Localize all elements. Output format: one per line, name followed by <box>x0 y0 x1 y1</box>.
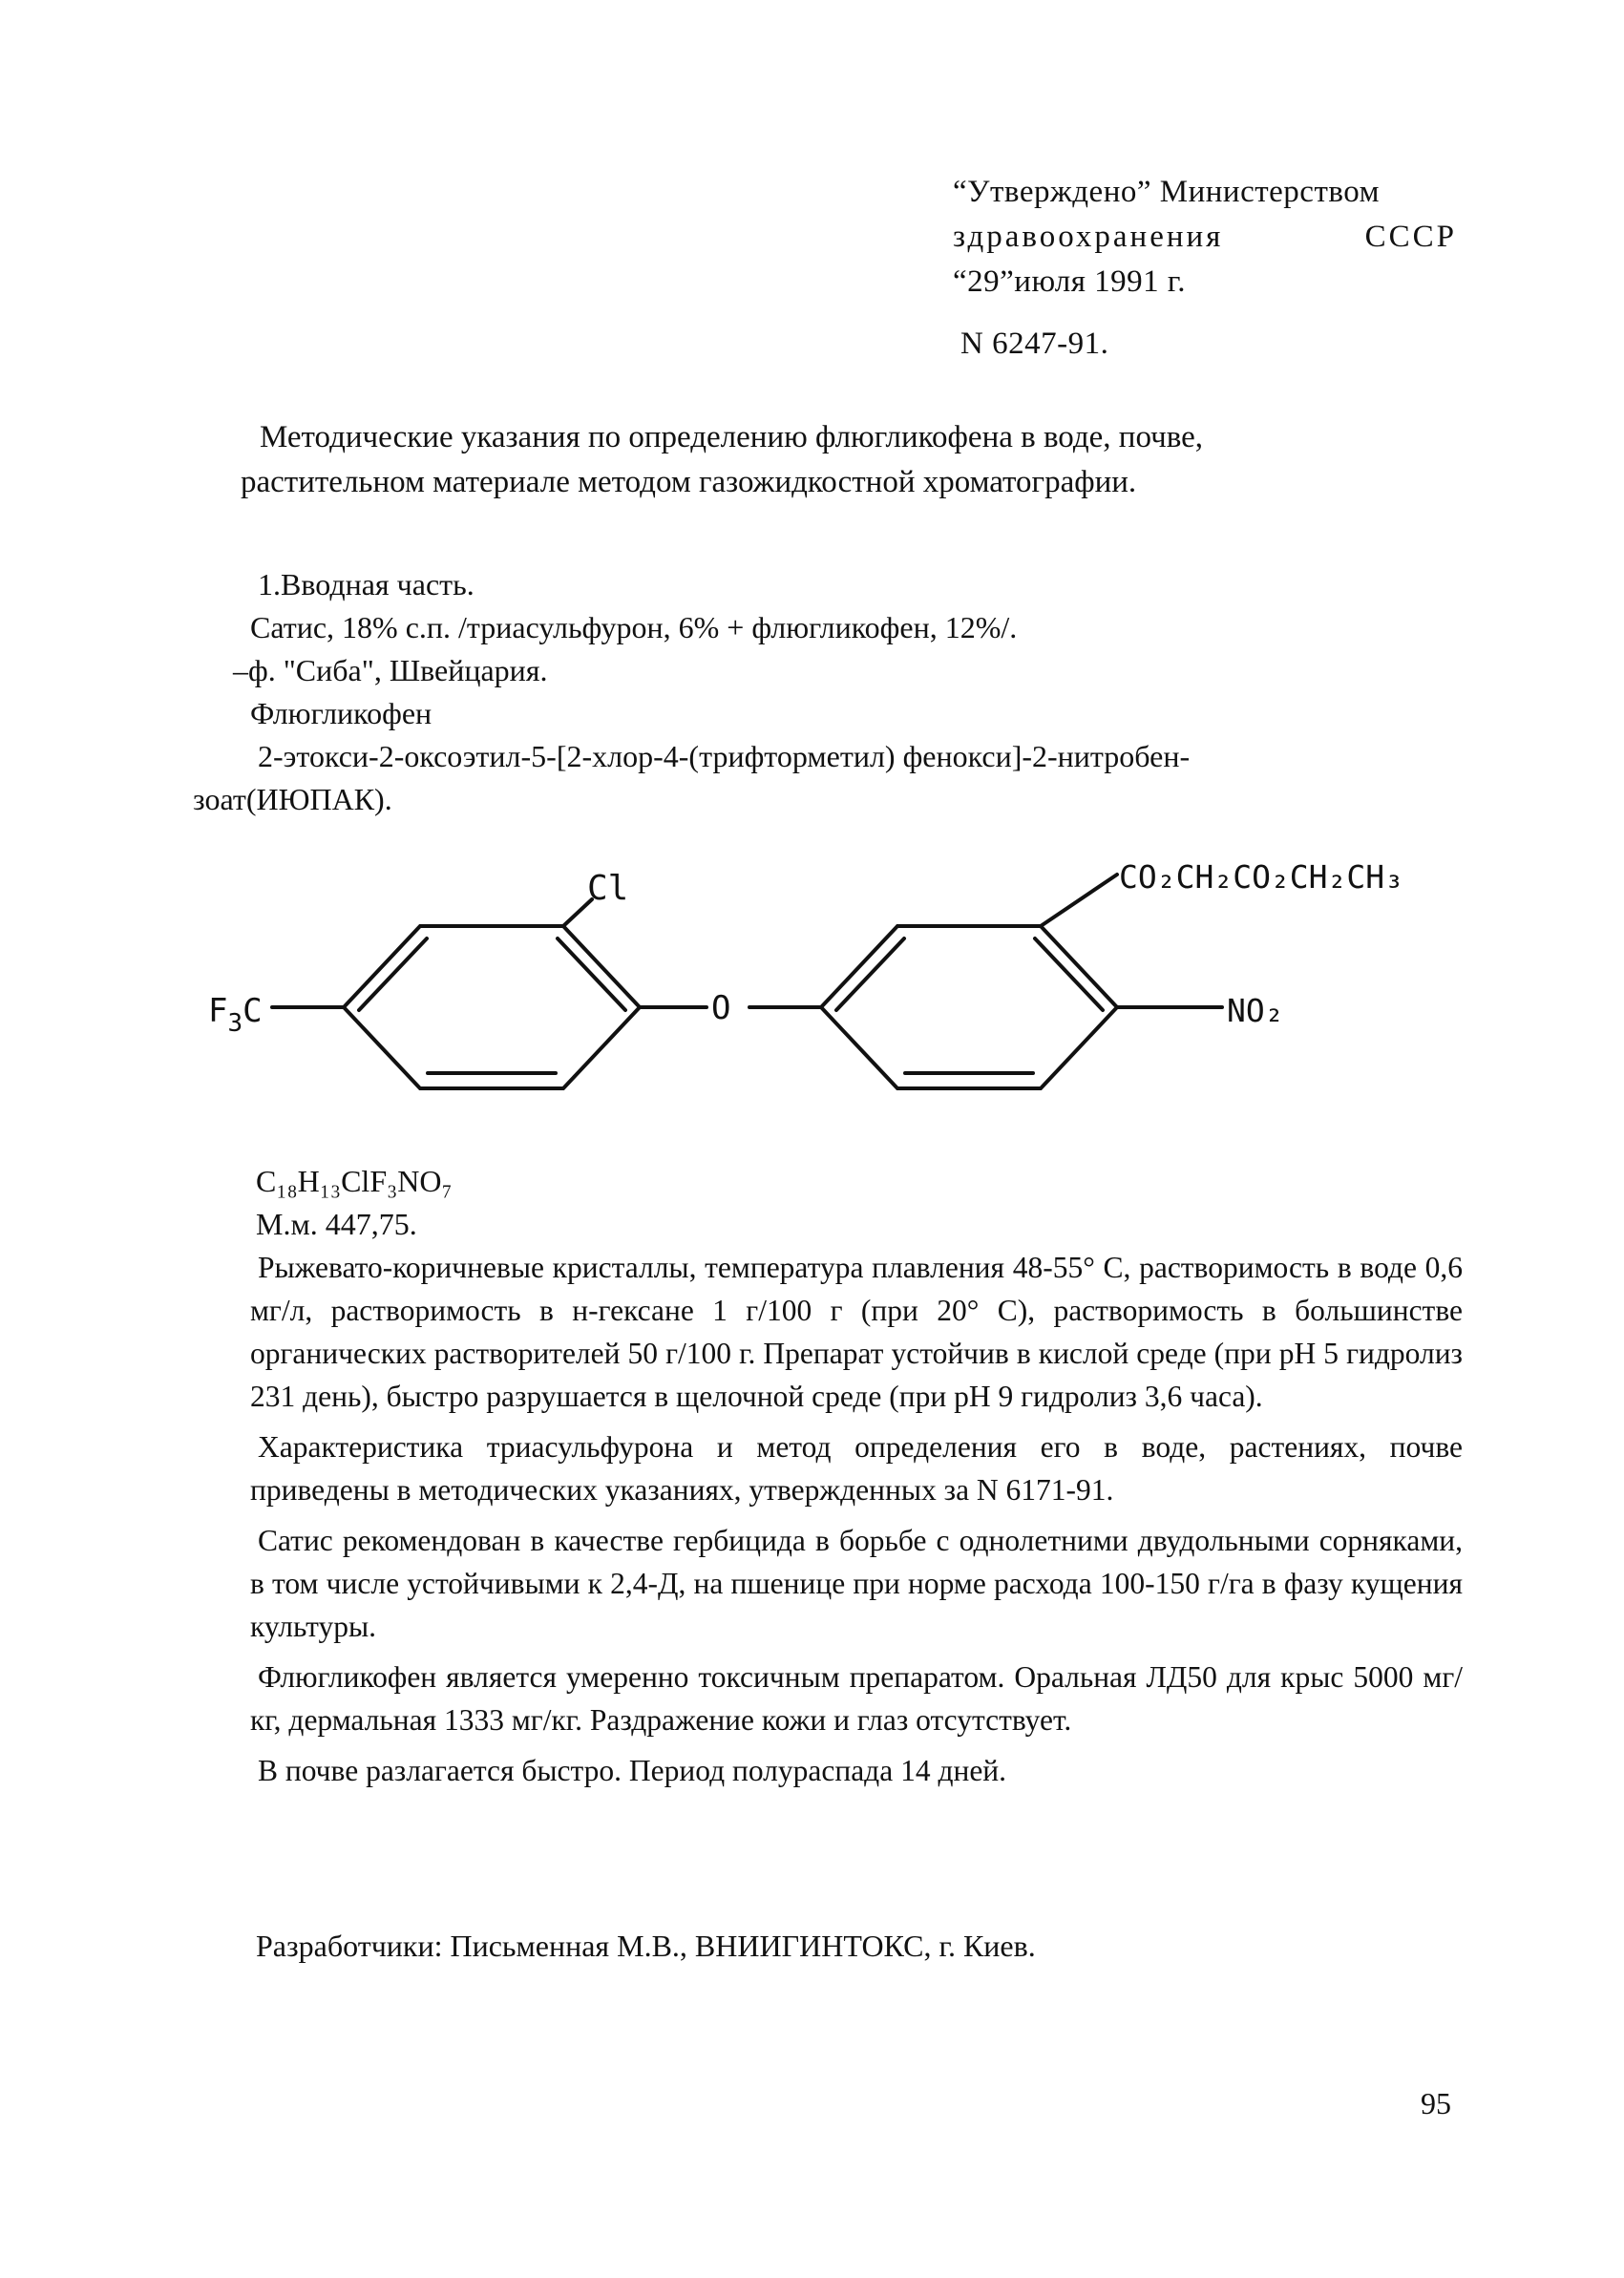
paragraph-triasulfuron: Характеристика триасульфурона и метод определения его в воде, растениях, почве приведены в методических указаниях, утвержденных за N 6171-91. <box>250 1430 1463 1507</box>
structural-formula <box>191 840 1528 1155</box>
molar-mass: М.м. 447,75. <box>256 1207 417 1241</box>
paragraph-toxicity: Флюгликофен является умеренно токсичным препаратом. Оральная ЛД50 для крыс 5000 мг/кг, дермальная 1333 мг/кг. Раздражение кожи и глаз отсутствует. <box>250 1660 1463 1737</box>
approval-ministry: здравоохранения <box>953 220 1224 254</box>
product-line: Сатис, 18% с.п. /триасульфурон, 6% + флюгликофен, 12%/. <box>250 610 1018 644</box>
approval-line-2 <box>953 215 1457 260</box>
approval-country: СССР <box>1364 220 1457 254</box>
formula-section <box>250 1160 1463 1246</box>
intro-section <box>193 563 1463 821</box>
approval-number: N 6247-91. <box>960 327 1109 361</box>
trifluoromethyl-label: $F_3C$ <box>208 992 263 1038</box>
section-heading: 1.Вводная часть. <box>258 567 475 601</box>
chlorine-label: Cl <box>587 869 629 908</box>
title-line-1: Методические указания по определению флюгликофена в воде, почве, <box>260 420 1203 454</box>
substance-name: Флюгликофен <box>250 696 432 730</box>
nitro-group-label: NO₂ <box>1227 992 1284 1029</box>
ether-oxygen-label: O <box>711 989 731 1027</box>
ester-group-label: CO₂CH₂CO₂CH₂CH₃ <box>1119 858 1404 896</box>
firm-line: –ф. "Сиба", Швейцария. <box>233 653 548 687</box>
paragraph-usage: Сатис рекомендован в качестве гербицида в борьбе с однолетними двудольными сорняками, в том числе устойчивыми к 2,4-Д, на пшенице при норме расхода 100-150 г/га в фазу кущения культуры. <box>250 1524 1463 1643</box>
paragraph-properties: Рыжевато-коричневые кристаллы, температура плавления 48-55° С, растворимость в воде 0,6 мг/л, растворимость в н-гексане 1 г/100 г (при 20° С), растворимость в большинстве органических растворителей 50 г/100 г. Препарат устойчив в кислой среде (при рН 5 гидролиз 231 день), быстро разрушается в щелочной среде (при рН 9 гидролиз 3,6 часа). <box>250 1251 1463 1413</box>
paragraph-soil: В почве разлагается быстро. Период полураспада 14 дней. <box>258 1754 1007 1787</box>
iupac-name-line-1: 2-этокси-2-оксоэтил-5-[2-хлор-4-(трифторметил) фенокси]-2-нитробен- <box>258 739 1191 773</box>
iupac-name-line-2: зоат(ИЮПАК). <box>193 782 392 816</box>
benzene-ring-right <box>821 926 1117 1088</box>
description-text <box>250 1246 1463 1800</box>
benzene-ring-left <box>344 926 640 1088</box>
molecular-formula: C₁₈H₁₃ClF₃NO₇ <box>256 1164 453 1198</box>
page-number: 95 <box>1421 2086 1451 2120</box>
developers-line: Разработчики: Письменная М.В., ВНИИГИНТОКС, г. Киев. <box>256 1929 1036 1963</box>
document-title <box>241 415 1482 505</box>
title-line-2: растительном материале методом газожидкостной хроматографии. <box>241 465 1137 499</box>
approval-line-1: “Утверждено” Министерством <box>953 175 1380 209</box>
approval-stamp <box>953 170 1468 367</box>
approval-date: “29”июля 1991 г. <box>953 264 1186 299</box>
